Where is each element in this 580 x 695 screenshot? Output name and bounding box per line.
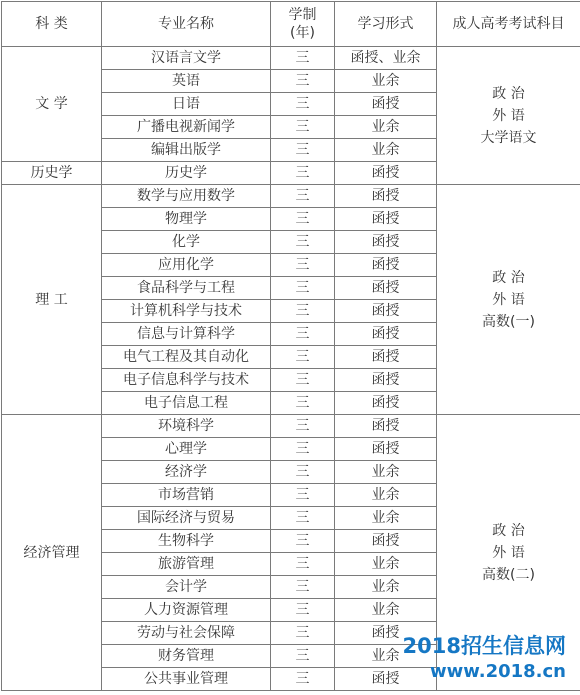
- mode-cell: 函授: [335, 254, 437, 277]
- years-cell: 三: [271, 47, 335, 70]
- major-cell: 电气工程及其自动化: [102, 346, 271, 369]
- mode-cell: 业余: [335, 116, 437, 139]
- category-cell: 经济管理: [2, 415, 102, 691]
- years-cell: 三: [271, 323, 335, 346]
- table-row: [2, 47, 580, 70]
- major-cell: 公共事业管理: [102, 668, 271, 691]
- header-years-line2: (年): [290, 25, 315, 41]
- years-cell: 三: [271, 254, 335, 277]
- years-cell: 三: [271, 162, 335, 185]
- major-cell: 电子信息工程: [102, 392, 271, 415]
- majors-table: [1, 1, 580, 691]
- mode-cell: 函授: [335, 162, 437, 185]
- major-cell: 人力资源管理: [102, 599, 271, 622]
- major-cell: 日语: [102, 93, 271, 116]
- years-cell: 三: [271, 484, 335, 507]
- header-years-line1: 学制: [288, 7, 317, 23]
- mode-cell: 业余: [335, 139, 437, 162]
- mode-cell: 业余: [335, 70, 437, 93]
- mode-cell: 函授: [335, 323, 437, 346]
- table-row: [2, 185, 580, 208]
- major-cell: 心理学: [102, 438, 271, 461]
- years-cell: 三: [271, 415, 335, 438]
- major-cell: 计算机科学与技术: [102, 300, 271, 323]
- years-cell: 三: [271, 530, 335, 553]
- mode-cell: 函授、业余: [335, 47, 437, 70]
- major-cell: 历史学: [102, 162, 271, 185]
- category-cell: 历史学: [2, 162, 102, 185]
- header-years: [271, 2, 335, 47]
- mode-cell: 函授: [335, 185, 437, 208]
- major-cell: 化学: [102, 231, 271, 254]
- major-cell: 市场营销: [102, 484, 271, 507]
- years-cell: 三: [271, 576, 335, 599]
- major-cell: 英语: [102, 70, 271, 93]
- years-cell: 三: [271, 346, 335, 369]
- table-row: [2, 415, 580, 438]
- exam-subjects-cell: [437, 185, 580, 415]
- years-cell: 三: [271, 668, 335, 691]
- exam-subject: 大学语文: [480, 129, 537, 146]
- exam-subject: 外 语: [492, 291, 525, 308]
- years-cell: 三: [271, 231, 335, 254]
- years-cell: 三: [271, 392, 335, 415]
- years-cell: 三: [271, 185, 335, 208]
- years-cell: 三: [271, 553, 335, 576]
- mode-cell: 函授: [335, 208, 437, 231]
- mode-cell: 函授: [335, 231, 437, 254]
- header-exam: 成人高考考试科目: [437, 2, 580, 47]
- years-cell: 三: [271, 277, 335, 300]
- major-cell: 数学与应用数学: [102, 185, 271, 208]
- exam-subjects-cell: [437, 47, 580, 185]
- mode-cell: 函授: [335, 346, 437, 369]
- mode-cell: 业余: [335, 461, 437, 484]
- watermark: [403, 633, 566, 685]
- years-cell: 三: [271, 208, 335, 231]
- major-cell: 财务管理: [102, 645, 271, 668]
- mode-cell: 函授: [335, 622, 437, 645]
- years-cell: 三: [271, 300, 335, 323]
- years-cell: 三: [271, 645, 335, 668]
- major-cell: 信息与计算科学: [102, 323, 271, 346]
- mode-cell: 业余: [335, 599, 437, 622]
- years-cell: 三: [271, 369, 335, 392]
- years-cell: 三: [271, 622, 335, 645]
- major-cell: 应用化学: [102, 254, 271, 277]
- mode-cell: 函授: [335, 277, 437, 300]
- years-cell: 三: [271, 507, 335, 530]
- header-mode: 学习形式: [335, 2, 437, 47]
- major-cell: 广播电视新闻学: [102, 116, 271, 139]
- major-cell: 食品科学与工程: [102, 277, 271, 300]
- exam-subject: 政 治: [492, 269, 525, 286]
- major-cell: 编辑出版学: [102, 139, 271, 162]
- years-cell: 三: [271, 139, 335, 162]
- mode-cell: 函授: [335, 668, 437, 691]
- mode-cell: 业余: [335, 576, 437, 599]
- major-cell: 汉语言文学: [102, 47, 271, 70]
- mode-cell: 函授: [335, 415, 437, 438]
- mode-cell: 业余: [335, 645, 437, 668]
- mode-cell: 函授: [335, 438, 437, 461]
- years-cell: 三: [271, 116, 335, 139]
- table-header: [2, 2, 580, 47]
- header-category: 科 类: [2, 2, 102, 47]
- mode-cell: 函授: [335, 369, 437, 392]
- exam-subject: 政 治: [492, 85, 525, 102]
- watermark-title: 2018招生信息网: [402, 634, 566, 658]
- mode-cell: 函授: [335, 392, 437, 415]
- mode-cell: 业余: [335, 553, 437, 576]
- category-cell: 文 学: [2, 47, 102, 162]
- major-cell: 环境科学: [102, 415, 271, 438]
- mode-cell: 函授: [335, 530, 437, 553]
- mode-cell: 业余: [335, 507, 437, 530]
- years-cell: 三: [271, 461, 335, 484]
- major-cell: 国际经济与贸易: [102, 507, 271, 530]
- mode-cell: 函授: [335, 300, 437, 323]
- mode-cell: 函授: [335, 93, 437, 116]
- major-cell: 物理学: [102, 208, 271, 231]
- exam-subject: 政 治: [492, 522, 525, 539]
- major-cell: 会计学: [102, 576, 271, 599]
- major-cell: 电子信息科学与技术: [102, 369, 271, 392]
- watermark-url: www.2018.cn: [430, 661, 566, 682]
- major-cell: 生物科学: [102, 530, 271, 553]
- header-major: 专业名称: [102, 2, 271, 47]
- mode-cell: 业余: [335, 484, 437, 507]
- exam-subject: 高数(一): [482, 313, 535, 330]
- years-cell: 三: [271, 599, 335, 622]
- years-cell: 三: [271, 93, 335, 116]
- exam-subject: 外 语: [492, 544, 525, 561]
- major-cell: 经济学: [102, 461, 271, 484]
- major-cell: 劳动与社会保障: [102, 622, 271, 645]
- exam-subject: 外 语: [492, 107, 525, 124]
- category-cell: 理 工: [2, 185, 102, 415]
- years-cell: 三: [271, 438, 335, 461]
- years-cell: 三: [271, 70, 335, 93]
- table-body: [2, 47, 580, 691]
- major-cell: 旅游管理: [102, 553, 271, 576]
- exam-subject: 高数(二): [482, 566, 535, 583]
